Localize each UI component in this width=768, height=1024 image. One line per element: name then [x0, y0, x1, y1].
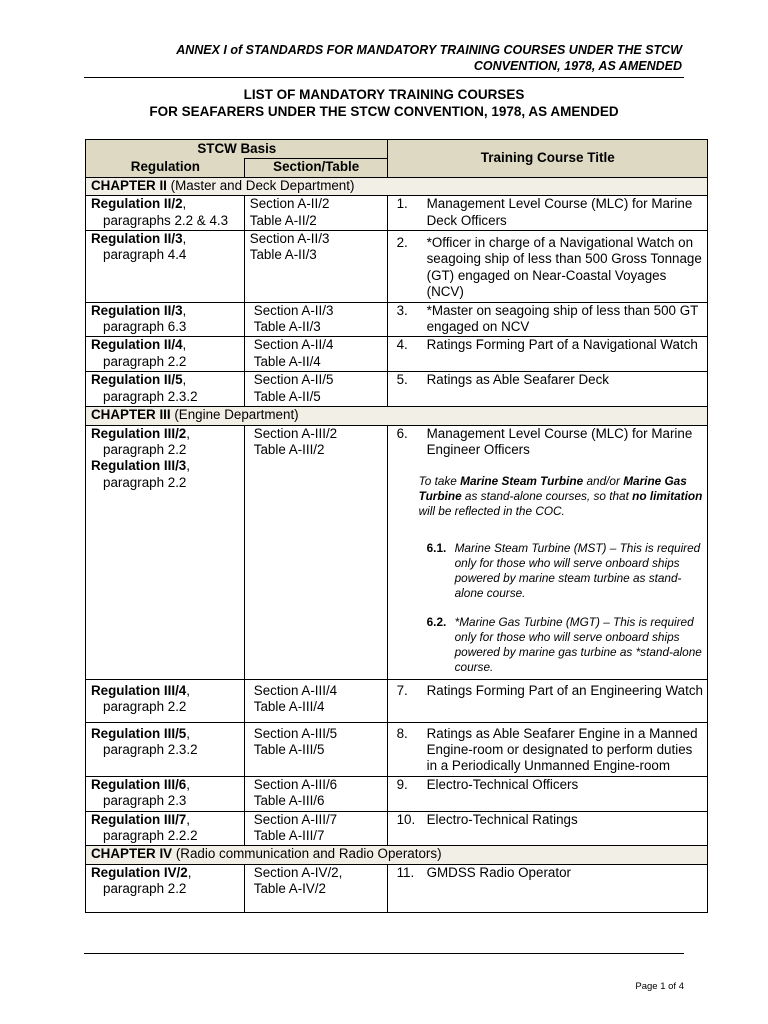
table-ref: Table A-III/2 [253, 441, 325, 457]
section: Section A-III/4 [253, 682, 338, 698]
note-emphasis: no limitation [632, 489, 703, 504]
paragraph: paragraph 2.2 [103, 881, 187, 897]
header-rule [84, 77, 684, 78]
section: Section A-II/3 [249, 231, 330, 247]
table-row: Regulation IV/2, paragraph 2.2 Section A-IV/2, Table A-IV/2 11. GMDSS Radio Operator [86, 864, 708, 912]
document-title [84, 86, 684, 120]
section: Section A-III/7 [253, 811, 338, 827]
table-ref: Table A-II/5 [253, 388, 321, 404]
chapter-description: (Engine Department) [170, 407, 299, 423]
course-title: Ratings as Able Seafarer Engine in a Manned Engine-room or designated to perform duties in a Periodically Unmanned Engine-room [426, 725, 698, 774]
regulation-header: Regulation [86, 159, 245, 177]
course-number: 5. [396, 372, 408, 388]
title-line-2: FOR SEAFARERS UNDER THE STCW CONVENTION, 1978, AS AMENDED [149, 104, 619, 119]
paragraph: paragraph 6.3 [103, 319, 187, 335]
table-ref: Table A-III/5 [253, 741, 325, 757]
course-number: 1. [396, 196, 408, 212]
note-emphasis: Marine Gas Turbine [418, 474, 687, 504]
title-line-1: LIST OF MANDATORY TRAINING COURSES [243, 87, 525, 102]
sub-item-text: *Marine Gas Turbine (MGT) – This is required only for those who will serve onboard ships powered by marine gas turbine as *stand-alone course. [454, 615, 702, 675]
courses-table [85, 139, 708, 913]
regulation: Regulation III/5 [91, 725, 187, 741]
chapter-row [86, 846, 708, 864]
course-title: Ratings Forming Part of a Navigational Watch [426, 337, 698, 353]
regulation: Regulation II/2 [91, 196, 183, 212]
regulation: Regulation II/5 [91, 372, 183, 388]
course-title: Electro-Technical Officers [426, 776, 579, 792]
chapter-description: (Master and Deck Department) [166, 177, 355, 193]
course-title: Ratings Forming Part of an Engineering Watch [426, 682, 703, 698]
sub-item [427, 615, 703, 675]
paragraph: paragraph 2.3.2 [103, 741, 198, 757]
paragraph: paragraph 2.2.2 [103, 827, 198, 843]
footer-rule [84, 953, 684, 954]
table-ref: Table A-III/7 [253, 827, 325, 843]
table-ref: Table A-II/4 [253, 353, 321, 369]
paragraph: paragraph 2.2 [103, 474, 187, 490]
table-row: Regulation III/6, paragraph 2.3 Section A-III/6 Table A-III/6 9. Electro-Technical Officers [86, 776, 708, 811]
note-text: To take [418, 474, 461, 489]
table-row: Regulation III/4, paragraph 2.2 Section A-III/4 Table A-III/4 7. Ratings Forming Part of an Engineering Watch [86, 679, 708, 722]
chapter-row [86, 407, 708, 425]
annex-line-1: ANNEX I of STANDARDS FOR MANDATORY TRAINING COURSES UNDER THE STCW [176, 43, 682, 57]
table-row: Regulation III/2, paragraph 2.2 Regulation III/3, paragraph 2.2 Section A-III/2 Table A-III/2 6. Management Level Course (MLC) for Marine Engineer Officers To take Marine Steam Turbine and/or Marine Gas Turbine as stand-alone courses, so that no limitation will be reflected in the COC. 6.1. Marine Steam Turbine (MST) – This is required only for those who will serve onboard ships powered by marine steam turbine as stand-alone course. 6.2. *Marine Gas Turbine (MGT) – This is required only for those who will serve onboard ships powered by marine gas turbine as *stand-alone course. [86, 425, 708, 679]
table-row: Regulation II/4, paragraph 2.2 Section A-II/4 Table A-II/4 4. Ratings Forming Part of a Navigational Watch [86, 337, 708, 372]
course-number: 7. [396, 682, 408, 698]
regulation: Regulation III/4 [91, 682, 187, 698]
section: Section A-II/3 [253, 302, 334, 318]
table-ref: Table A-II/2 [249, 212, 317, 228]
chapter-label: CHAPTER IV [91, 846, 173, 862]
section: Section A-IV/2, [253, 864, 343, 880]
course-number: 8. [396, 725, 408, 741]
note-text: will be reflected in the COC. [418, 504, 565, 519]
table-row: Regulation II/2, paragraphs 2.2 & 4.3 Section A-II/2 Table A-II/2 1. Management Level Course (MLC) for Marine Deck Officers [86, 196, 708, 231]
table-row: Regulation II/3, paragraph 6.3 Section A-II/3 Table A-II/3 3. *Master on seagoing ship of less than 500 GT engaged on NCV [86, 302, 708, 337]
paragraph: paragraph 4.4 [103, 247, 187, 263]
course-number: 2. [396, 235, 408, 251]
regulation: Regulation II/3 [91, 302, 183, 318]
regulation: Regulation II/4 [91, 337, 183, 353]
section: Section A-II/2 [249, 196, 330, 212]
table-ref: Table A-III/4 [253, 698, 325, 714]
section: Section A-III/2 [253, 425, 338, 441]
sub-item-text: Marine Steam Turbine (MST) – This is required only for those who will serve onboard ships powered by marine steam turbine as stand-alone course. [454, 541, 701, 601]
course-title: Electro-Technical Ratings [426, 811, 578, 827]
paragraph: paragraph 2.2 [103, 441, 187, 457]
course-number: 11. [396, 864, 415, 880]
chapter-row [86, 177, 708, 195]
page-number: Page 1 of 4 [635, 981, 684, 992]
header-row-1 [86, 140, 708, 159]
regulation: Regulation IV/2 [91, 864, 188, 880]
sub-item-number: 6.2. [426, 615, 447, 630]
annex-line-2: CONVENTION, 1978, AS AMENDED [473, 59, 682, 73]
stcw-basis-header: STCW Basis [86, 140, 388, 159]
regulation: Regulation III/3 [91, 458, 187, 474]
section-table-header: Section/Table [244, 159, 387, 177]
course-number: 3. [396, 302, 408, 318]
annex-header [150, 42, 682, 74]
table-row: Regulation II/3, paragraph 4.4 Section A-II/3 Table A-II/3 2. *Officer in charge of a Navigational Watch on seagoing ship of less than 500 Gross Tonnage (GT) engaged on Near-Coastal Voyages (NCV) [86, 231, 708, 303]
course-title: *Officer in charge of a Navigational Watch on seagoing ship of less than 500 Gross Tonnage (GT) engaged on Near-Coastal Voyages (NCV) [426, 235, 702, 300]
paragraph: paragraph 2.2 [103, 698, 187, 714]
sub-item-number: 6.1. [426, 541, 447, 556]
note-emphasis: Marine Steam Turbine [460, 474, 584, 489]
course-number: 10. [396, 811, 416, 827]
course-title: Management Level Course (MLC) for Marine Deck Officers [426, 196, 693, 228]
course-number: 9. [396, 776, 408, 792]
course-title: GMDSS Radio Operator [426, 864, 571, 880]
stand-alone-note [419, 474, 703, 519]
course-title: Ratings as Able Seafarer Deck [426, 372, 609, 388]
table-row: Regulation III/5, paragraph 2.3.2 Section A-III/5 Table A-III/5 8. Ratings as Able Seafarer Engine in a Manned Engine-room or designated to perform duties in a Periodically Unmanned Engine-room [86, 722, 708, 776]
paragraph: paragraph 2.2 [103, 353, 187, 369]
regulation: Regulation III/6 [91, 776, 187, 792]
note-text: as stand-alone courses, so that [461, 489, 633, 504]
section: Section A-III/5 [253, 725, 338, 741]
section: Section A-II/4 [253, 337, 334, 353]
regulation: Regulation II/3 [91, 231, 183, 247]
section: Section A-II/5 [253, 372, 334, 388]
table-ref: Table A-II/3 [249, 247, 317, 263]
regulation: Regulation III/2 [91, 425, 187, 441]
table-row: Regulation II/5, paragraph 2.3.2 Section A-II/5 Table A-II/5 5. Ratings as Able Seafarer Deck [86, 372, 708, 407]
section: Section A-III/6 [253, 776, 338, 792]
course-number: 6. [396, 425, 408, 441]
course-title: *Master on seagoing ship of less than 500 GT engaged on NCV [426, 302, 699, 335]
chapter-description: (Radio communication and Radio Operators) [172, 846, 442, 862]
chapter-label: CHAPTER III [91, 407, 171, 423]
note-text: and/or [583, 474, 624, 489]
chapter-label: CHAPTER II [91, 177, 167, 193]
training-course-title-header: Training Course Title [387, 140, 707, 178]
table-ref: Table A-II/3 [253, 319, 321, 335]
table-ref: Table A-III/6 [253, 793, 325, 809]
course-title: Management Level Course (MLC) for Marine Engineer Officers [426, 425, 693, 457]
course-number: 4. [396, 337, 408, 353]
regulation: Regulation III/7 [91, 811, 187, 827]
paragraph: paragraph 2.3 [103, 793, 187, 809]
sub-item [427, 541, 703, 601]
table-ref: Table A-IV/2 [253, 881, 326, 897]
paragraph: paragraphs 2.2 & 4.3 [103, 212, 229, 228]
table-row: Regulation III/7, paragraph 2.2.2 Section A-III/7 Table A-III/7 10. Electro-Technical Ratings [86, 811, 708, 846]
paragraph: paragraph 2.3.2 [103, 388, 198, 404]
